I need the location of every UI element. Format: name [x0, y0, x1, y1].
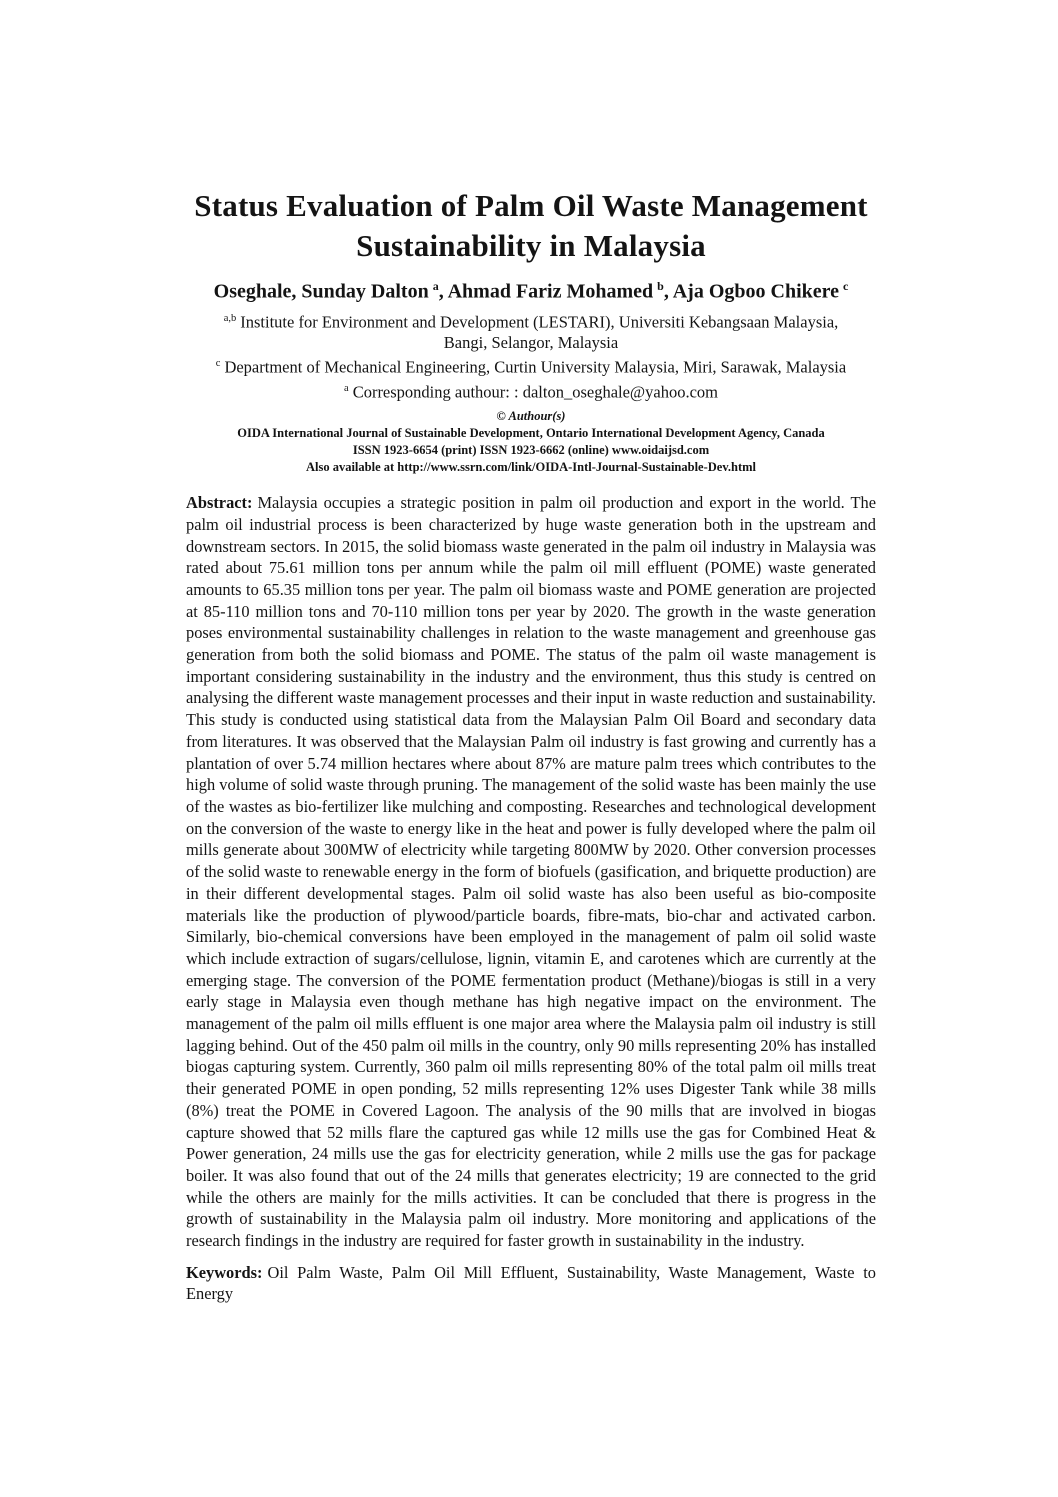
affiliation-text: Institute for Environment and Development (LESTARI), Universiti Kebangsaan Malaysia, [240, 312, 839, 332]
affiliation-mark: a [344, 382, 349, 394]
keywords-text: Oil Palm Waste, Palm Oil Mill Effluent, Sustainability, Waste Management, Waste to Energy [186, 1262, 876, 1304]
document-page [186, 186, 876, 1305]
corresponding-author-email: Corresponding authour: : dalton_oseghale@yahoo.com [352, 382, 718, 402]
authors-line [186, 273, 876, 305]
author-affiliation-mark: c [843, 279, 849, 293]
title-line-1: Status Evaluation of Palm Oil Waste Management [194, 188, 868, 223]
affiliation-institute [186, 308, 876, 333]
affiliation-location [186, 332, 876, 353]
keywords-label: Keywords: [186, 1262, 263, 1282]
corresponding-author-line [186, 378, 876, 403]
page-title [186, 186, 876, 266]
title-line-2: Sustainability in Malaysia [356, 228, 706, 263]
author-affiliation-mark: b [657, 279, 664, 293]
copyright-notice: © Authour(s) [496, 409, 566, 424]
issn-line: ISSN 1923-6654 (print) ISSN 1923-6662 (online) www.oidaijsd.com [352, 443, 710, 458]
author-name: , Aja Ogboo Chikere [663, 280, 840, 303]
journal-imprint-block [186, 408, 876, 476]
keywords-paragraph [186, 1262, 876, 1305]
affiliations-block [186, 308, 876, 403]
author-name: Oseghale, Sunday Dalton [213, 280, 429, 303]
affiliation-mark: c [215, 358, 221, 370]
availability-line: Also available at http://www.ssrn.com/link/OIDA-Intl-Journal-Sustainable-Dev.html [305, 460, 757, 475]
affiliation-text: Bangi, Selangor, Malaysia [443, 333, 619, 353]
affiliation-department [186, 353, 876, 378]
abstract-label: Abstract: [186, 493, 253, 513]
affiliation-text: Department of Mechanical Engineering, Curtin University Malaysia, Miri, Sarawak, Malaysia [224, 357, 847, 377]
abstract-text: Malaysia occupies a strategic position in palm oil production and export in the world. The palm oil industrial process is been characterized by huge waste generation both in the upstream and downstream sectors. In 2015, the solid biomass waste generated in the palm oil industry in Malaysia was rated about 75.61 million tons per annum while the palm oil mill effluent (POME) waste generated amounts to 65.35 million tons per year. The palm oil biomass waste and POME generation are projected at 85-110 million tons and 70-110 million tons per year by 2020. The growth in the waste generation poses environmental sustainability challenges in relation to the waste management and greenhouse gas generation from both the solid biomass and POME. The status of the palm oil waste management is important considering sustainability in the industry and the environment, thus this study is centred on analysing the different waste management processes and their input in waste reduction and sustainability. This study is conducted using statistical data from the Malaysian Palm Oil Board and secondary data from literatures. It was observed that the Malaysian Palm oil industry is fast growing and currently has a plantation of over 5.74 million hectares where about 87% are mature palm trees which contributes to the high volume of solid waste through pruning. The management of the solid waste has been mainly the use of the wastes as bio-fertilizer like mulching and composting. Researches and technological development on the conversion of the waste to energy like in the heat and power is fully developed where the palm oil mills generate about 300MW of electricity while targeting 800MW by 2020. Other conversion processes of the solid waste to renewable energy in the form of biofuels (gasification, and briquette production) are in their different developmental stages. Palm oil solid waste has also been useful as bio-composite materials like the production of plywood/particle boards, fibre-mats, bio-char and activated carbon. Similarly, bio-chemical conversions have been employed in the management of palm oil solid waste which include extraction of sugars/cellulose, lignin, vitamin E, and carotenes which are currently at the emerging stage. The conversion of the POME fermentation product (Methane)/biogas is still in a very early stage in Malaysia even though methane has high negative impact on the environment. The management of the palm oil mills effluent is one major area where the Malaysia palm oil industry is still lagging behind. Out of the 450 palm oil mills in the country, only 90 mills representing 20% has installed biogas capturing system. Currently, 360 palm oil mills representing 80% of the total palm oil mills treat their generated POME in open ponding, 52 mills representing 12% uses Digester Tank while 38 mills (8%) treat the POME in Covered Lagoon. The analysis of the 90 mills that are involved in biogas capture showed that 52 mills flare the captured gas while 12 mills use the gas for Combined Heat & Power generation, 24 mills use the gas for electricity generation, while 2 mills use the gas for package boiler. It was also found that out of the 24 mills that generates electricity; 19 are connected to the grid while the others are mainly for the mills activities. It can be concluded that there is progress in the growth of sustainability in the Malaysia palm oil industry. More monitoring and applications of the research findings in the industry are required for faster growth in sustainability in the industry. [186, 493, 876, 1251]
author-affiliation-mark: a [432, 279, 439, 293]
journal-name-line: OIDA International Journal of Sustainable Development, Ontario International Development Agency, Canada [237, 426, 825, 441]
affiliation-mark: a,b [223, 312, 237, 324]
author-name: , Ahmad Fariz Mohamed [438, 280, 654, 303]
abstract-paragraph [186, 492, 876, 1252]
